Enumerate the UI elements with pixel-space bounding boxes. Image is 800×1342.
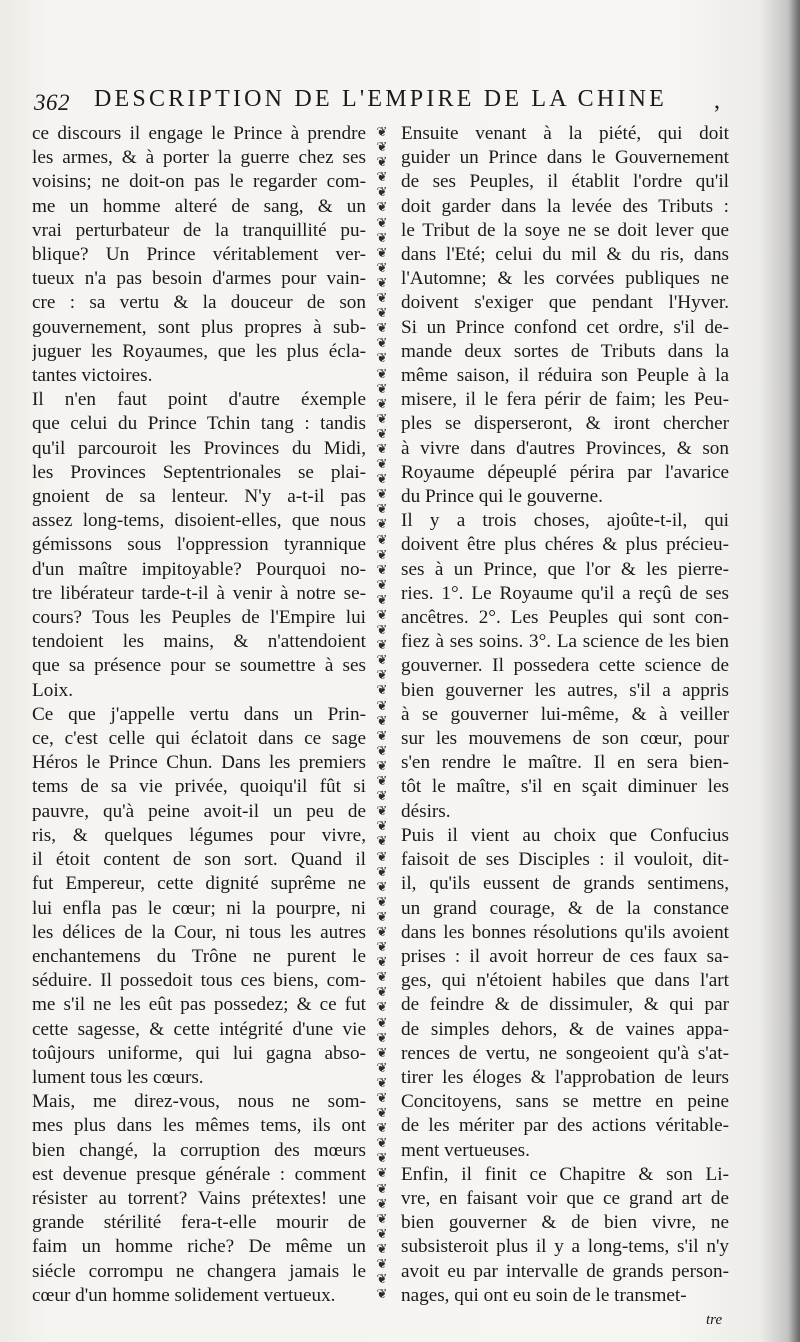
left-column-line: bien changé, la corruption des mœurs bbox=[32, 1139, 366, 1161]
ornament-icon: ❦ bbox=[376, 1135, 388, 1151]
left-column-line: résister au torrent? Vains prétextes! une bbox=[32, 1187, 366, 1209]
left-column-line: d'un maître impitoyable? Pourquoi no- bbox=[32, 558, 366, 580]
right-column-line: dans l'Eté; celui du mil & du ris, dans bbox=[401, 244, 729, 266]
ornament-icon: ❦ bbox=[376, 757, 388, 773]
right-column-line: rences de vertu, ne songeoient qu'à s'at- bbox=[401, 1042, 729, 1064]
ornament-icon: ❦ bbox=[376, 1195, 388, 1211]
left-column-line: ris, & quelques légumes pour vivre, bbox=[32, 824, 366, 846]
right-column-line: ses à un Prince, que l'or & les pierre- bbox=[401, 558, 729, 580]
ornament-icon: ❦ bbox=[376, 1090, 388, 1105]
right-column-line: avoit eu par intervalle de grands person- bbox=[401, 1260, 729, 1282]
right-column-line: de feindre & de dissimuler, & qui par bbox=[401, 994, 729, 1016]
ornament-icon: ❦ bbox=[376, 199, 388, 215]
ornament-icon: ❦ bbox=[376, 139, 388, 155]
ornament-icon: ❦ bbox=[376, 773, 388, 789]
page-edge-shadow bbox=[788, 0, 800, 1342]
left-column-line: faim un homme riche? De même un bbox=[32, 1236, 366, 1258]
ornament-icon: ❦ bbox=[376, 1105, 388, 1121]
right-column-line: s'en rendre le maître. Il en sera bien- bbox=[401, 752, 729, 774]
right-column-line: doivent être plus chéres & plus précieu- bbox=[401, 534, 729, 556]
ornament-icon: ❦ bbox=[376, 305, 388, 321]
ornament-icon: ❦ bbox=[376, 259, 388, 275]
ornament-icon: ❦ bbox=[376, 214, 388, 230]
right-column-line: à se gouverner lui-même, & à veiller bbox=[401, 703, 729, 725]
left-column-line: Ce que j'appelle vertu dans un Prin- bbox=[32, 703, 366, 725]
ornament-icon: ❦ bbox=[376, 169, 388, 185]
ornament-icon: ❦ bbox=[376, 652, 388, 668]
right-column-line: le Tribut de la soye ne se doit lever que bbox=[401, 219, 729, 241]
right-column-line: Si un Prince confond cet ordre, s'il de- bbox=[401, 316, 729, 338]
ornament-icon: ❦ bbox=[376, 803, 388, 819]
ornament-icon: ❦ bbox=[376, 395, 388, 411]
left-column-line: Héros le Prince Chun. Dans les premiers bbox=[32, 752, 366, 774]
ornament-icon: ❦ bbox=[376, 184, 388, 200]
left-column-line: cœur d'un homme solidement vertueux. bbox=[32, 1284, 336, 1306]
right-column-line: faisoit de ses Disciples : il vouloit, dit- bbox=[401, 849, 729, 871]
ornament-icon: ❦ bbox=[376, 1165, 388, 1181]
ornament-icon: ❦ bbox=[376, 546, 388, 562]
right-column-line: vre, en faisant voir que ce grand art de bbox=[401, 1187, 729, 1209]
ornament-icon: ❦ bbox=[376, 516, 388, 532]
ornament-icon: ❦ bbox=[376, 561, 388, 577]
ornament-icon: ❦ bbox=[376, 1271, 388, 1287]
left-column-line: séduire. Il possedoit tous ces biens, com- bbox=[32, 970, 366, 992]
left-column-line: gnoient de sa lenteur. N'y a-t-il pas bbox=[32, 486, 366, 508]
ornament-icon: ❦ bbox=[376, 939, 388, 955]
right-column-line: de ses Peuples, il établit l'ordre qu'il bbox=[401, 171, 729, 193]
right-column-line: ples se disperseront, & iront chercher bbox=[401, 413, 729, 435]
right-column-line: subsisteroit plus il y a long-tems, s'il n'y bbox=[401, 1236, 729, 1258]
ornament-icon: ❦ bbox=[376, 788, 388, 804]
ornament-icon: ❦ bbox=[376, 1029, 388, 1045]
right-column-line: ment vertueuses. bbox=[401, 1139, 530, 1161]
ornament-icon: ❦ bbox=[376, 727, 388, 743]
left-column-line: est devenue presque générale : comment bbox=[32, 1163, 366, 1185]
left-column-line: tendoient les mains, & n'attendoient bbox=[32, 631, 366, 653]
ornament-icon: ❦ bbox=[376, 124, 388, 139]
left-column-line: ce discours il engage le Prince à prendre bbox=[32, 123, 366, 144]
ornament-icon: ❦ bbox=[376, 682, 388, 698]
ornament-icon: ❦ bbox=[376, 531, 388, 547]
right-column-line: doit garder dans la levée des Tributs : bbox=[401, 195, 729, 217]
right-column-line: Enfin, il finit ce Chapitre & son Li- bbox=[401, 1163, 729, 1185]
ornament-icon: ❦ bbox=[376, 878, 388, 894]
right-column-line: ries. 1°. Le Royaume qu'il a reçû de ses bbox=[401, 582, 729, 604]
ornament-icon: ❦ bbox=[376, 1059, 388, 1075]
right-column-line: de simples dehors, & de vaines appa- bbox=[401, 1018, 729, 1040]
left-column-line: vrai perturbateur de la tranquillité pu- bbox=[32, 219, 366, 241]
left-column bbox=[32, 122, 366, 1308]
right-column-line: nages, qui ont eu soin de le transmet- bbox=[401, 1284, 687, 1306]
ornament-icon: ❦ bbox=[376, 365, 388, 381]
right-column-line: dans les bonnes résolutions qu'ils avoient bbox=[401, 921, 729, 943]
left-column-line: tems de sa vie privée, quoiqu'il fût si bbox=[32, 776, 366, 798]
left-column-line: tantes victoires. bbox=[32, 365, 153, 387]
left-column-line: juguer les Royaumes, que les plus écla- bbox=[32, 340, 366, 362]
ornament-icon: ❦ bbox=[376, 380, 388, 396]
left-column-line: gouvernement, sont plus propres à sub- bbox=[32, 316, 366, 338]
ornament-icon: ❦ bbox=[376, 440, 388, 456]
left-column-line: Loix. bbox=[32, 679, 74, 701]
left-column-line: les armes, & à porter la guerre chez ses bbox=[32, 147, 366, 169]
left-column-line: pauvre, qu'à peine avoit-il un peu de bbox=[32, 800, 366, 822]
right-column-line: Il y a trois choses, ajoûte-t-il, qui bbox=[401, 510, 729, 532]
right-column-line: gouverner. Il possedera cette science de bbox=[401, 655, 729, 677]
ornament-icon: ❦ bbox=[376, 1014, 388, 1030]
right-column-line: désirs. bbox=[401, 800, 451, 822]
right-column-line: tôt le maître, s'il en sçait diminuer les bbox=[401, 776, 729, 798]
right-column-line: de les mériter par des actions véritable- bbox=[401, 1115, 729, 1137]
ornament-icon: ❦ bbox=[376, 1225, 388, 1241]
ornament-icon: ❦ bbox=[376, 984, 388, 1000]
left-column-line: que celui du Prince Tchin tang : tandis bbox=[32, 413, 366, 435]
left-column-line: grande stérilité fera-t-elle mourir de bbox=[32, 1212, 366, 1234]
ornament-icon: ❦ bbox=[376, 274, 388, 290]
right-column-line: il, qu'ils eussent de grands sentimens, bbox=[401, 873, 729, 895]
ornament-icon: ❦ bbox=[376, 833, 388, 849]
right-column-line: ges, qui n'étoient habiles que dans l'art bbox=[401, 970, 729, 992]
left-column-line: il étoit content de son sort. Quand il bbox=[32, 849, 366, 871]
ornament-icon: ❦ bbox=[376, 1256, 388, 1272]
right-column-line: même saison, il réduira son Peuple à la bbox=[401, 365, 729, 387]
ornament-icon: ❦ bbox=[376, 350, 388, 366]
left-column-line: assez long-tems, disoient-elles, que nous bbox=[32, 510, 366, 532]
left-column-line: ce, c'est celle qui éclatoit dans ce sage bbox=[32, 728, 366, 750]
left-column-line: cette sagesse, & cette intégrité d'une vie bbox=[32, 1018, 366, 1040]
right-column-line: Concitoyens, sans se mettre en peine bbox=[401, 1091, 729, 1113]
left-column-line: Mais, me direz-vous, nous ne som- bbox=[32, 1091, 366, 1113]
right-column-line: bien gouverner & de bien vivre, ne bbox=[401, 1212, 729, 1234]
running-title: DESCRIPTION DE L'EMPIRE DE LA CHINE bbox=[94, 86, 667, 112]
ornament-icon: ❦ bbox=[376, 471, 388, 487]
right-column-line: bien gouverner les autres, s'il a appris bbox=[401, 679, 729, 701]
ornament-icon: ❦ bbox=[376, 848, 388, 864]
ornament-icon: ❦ bbox=[376, 923, 388, 939]
right-column-line: Royaume dépeuplé périra par l'avarice bbox=[401, 461, 729, 483]
left-column-line: blique? Un Prince véritablement ver- bbox=[32, 244, 366, 266]
right-column-line: misere, il le fera périr de faim; les Peu- bbox=[401, 389, 729, 411]
ornament-icon: ❦ bbox=[376, 425, 388, 441]
left-column-line: que sa présence pour se soumettre à ses bbox=[32, 655, 366, 677]
right-column-line: mande deux sortes de Tributs dans la bbox=[401, 340, 729, 362]
left-column-line: Il n'en faut point d'autre éxemple bbox=[32, 389, 366, 411]
right-column-line: guider un Prince dans le Gouvernement bbox=[401, 147, 729, 169]
right-column-line: ancêtres. 2°. Les Peuples qui sont con- bbox=[401, 607, 729, 629]
page-header bbox=[34, 86, 724, 122]
left-column-line: lument tous les cœurs. bbox=[32, 1066, 204, 1088]
ornament-icon: ❦ bbox=[376, 1240, 388, 1256]
ornament-icon: ❦ bbox=[376, 1074, 388, 1090]
ornament-icon: ❦ bbox=[376, 697, 388, 713]
ornament-icon: ❦ bbox=[376, 335, 388, 351]
ornament-icon: ❦ bbox=[376, 320, 388, 336]
ornament-icon: ❦ bbox=[376, 486, 388, 502]
left-column-line: fut Empereur, cette dignité suprême ne bbox=[32, 873, 366, 895]
ornament-icon: ❦ bbox=[376, 863, 388, 879]
ornament-icon: ❦ bbox=[376, 637, 388, 653]
ornament-icon: ❦ bbox=[376, 712, 388, 728]
catchword: tre bbox=[706, 1312, 723, 1328]
right-column-line: doivent s'exiger que pendant l'Hyver. bbox=[401, 292, 729, 314]
left-column-line: lui enfla pas le cœur; ni la pourpre, ni bbox=[32, 897, 366, 919]
ornament-icon: ❦ bbox=[376, 154, 388, 170]
left-column-line: siécle corrompu ne changera jamais le bbox=[32, 1260, 366, 1282]
ornament-icon: ❦ bbox=[376, 969, 388, 985]
left-column-line: les délices de la Cour, ni tous les autres bbox=[32, 921, 366, 943]
right-column-line: Ensuite venant à la piété, qui doit bbox=[401, 123, 729, 144]
ornament-icon: ❦ bbox=[376, 954, 388, 970]
right-column bbox=[401, 122, 729, 1308]
left-column-line: tueux n'a pas besoin d'armes pour vain- bbox=[32, 268, 366, 290]
ornament-icon: ❦ bbox=[376, 591, 388, 607]
ornament-icon: ❦ bbox=[376, 1120, 388, 1136]
left-column-line: les Provinces Septentrionales se plai- bbox=[32, 461, 366, 483]
right-column-line: tirer les éloges & l'approbation de leurs bbox=[401, 1066, 729, 1088]
left-column-line: cre : sa vertu & la douceur de son bbox=[32, 292, 366, 314]
left-column-line: toûjours uniforme, qui lui gagna abso- bbox=[32, 1042, 366, 1064]
right-column-line: Puis il vient au choix que Confucius bbox=[401, 824, 729, 846]
ornament-icon: ❦ bbox=[376, 622, 388, 638]
ornament-icon: ❦ bbox=[376, 1150, 388, 1166]
ornament-icon: ❦ bbox=[376, 501, 388, 517]
ornament-icon: ❦ bbox=[376, 576, 388, 592]
ornament-icon: ❦ bbox=[376, 999, 388, 1015]
ornament-icon: ❦ bbox=[376, 456, 388, 472]
ornament-icon: ❦ bbox=[376, 410, 388, 426]
running-title-punctuation: , bbox=[714, 88, 720, 114]
ornament-icon: ❦ bbox=[376, 229, 388, 245]
left-column-line: qu'il parcouroit les Provinces du Midi, bbox=[32, 437, 366, 459]
left-column-line: cours? Tous les Peuples de l'Empire lui bbox=[32, 607, 366, 629]
ornament-icon: ❦ bbox=[376, 290, 388, 306]
left-column-line: me un homme alteré de sang, & un bbox=[32, 195, 366, 217]
ornament-icon: ❦ bbox=[376, 1210, 388, 1226]
right-column-line: fiez à ses soins. 3°. La science de les bien bbox=[401, 631, 729, 653]
ornament-icon: ❦ bbox=[376, 1180, 388, 1196]
right-column-line: un grand courage, & de la constance bbox=[401, 897, 729, 919]
right-column-line: l'Automne; & les corvées publiques ne bbox=[401, 268, 729, 290]
left-column-line: tre libérateur tarde-t-il à venir à notre se- bbox=[32, 582, 366, 604]
left-column-line: enchantemens du Trône ne purent le bbox=[32, 945, 366, 967]
ornament-icon: ❦ bbox=[376, 244, 388, 260]
left-column-line: me s'il ne les eût pas possedez; & ce fut bbox=[32, 994, 366, 1016]
right-column-line: sur les mouvemens de son cœur, pour bbox=[401, 728, 729, 750]
ornament-icon: ❦ bbox=[376, 667, 388, 683]
ornament-icon: ❦ bbox=[376, 607, 388, 622]
left-column-line: voisins; ne doit-on pas le regarder com- bbox=[32, 171, 366, 193]
left-column-line: gémissons sous l'oppression tyrannique bbox=[32, 534, 366, 556]
page-number: 362 bbox=[34, 90, 70, 115]
ornament-icon: ❦ bbox=[376, 1286, 388, 1302]
ornament-icon: ❦ bbox=[376, 1044, 388, 1060]
ornament-icon: ❦ bbox=[376, 818, 388, 834]
left-column-line: mes plus dans les mêmes tems, ils ont bbox=[32, 1115, 366, 1137]
right-column-line: à vivre dans d'autres Provinces, & son bbox=[401, 437, 729, 459]
ornament-icon: ❦ bbox=[376, 742, 388, 758]
ornament-icon: ❦ bbox=[376, 893, 388, 909]
right-column-line: du Prince qui le gouverne. bbox=[401, 486, 603, 508]
right-column-line: prises : il avoit horreur de ces faux sa- bbox=[401, 945, 729, 967]
column-ornament-divider bbox=[375, 124, 389, 1314]
ornament-icon: ❦ bbox=[376, 908, 388, 924]
